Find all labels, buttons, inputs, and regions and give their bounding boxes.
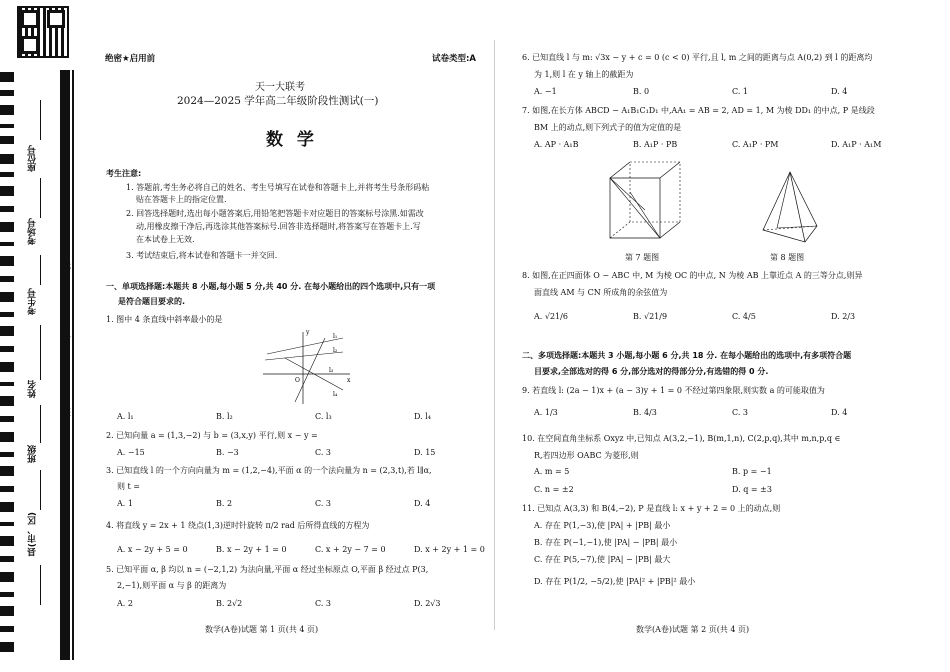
notice-line: 动,用橡皮擦干净后,再选涂其他答案标号.回答非选择题时,将答案写在答题卡上.写 <box>136 222 421 231</box>
q9-opt-c: C. 3 <box>732 408 749 417</box>
q9-opt-b: B. 4/3 <box>633 408 657 417</box>
q5-stem: 5. 已知平面 α, β 均以 n = (−2,1,2) 为法向量,平面 α 经过坐标原点 O,平面 β 经过点 P(3, <box>106 565 429 574</box>
q11-opt-c: C. 存在 P(5,−7),使 |PA| − |PB| 最大 <box>534 555 671 564</box>
q3-opt-c: C. 3 <box>315 499 332 508</box>
q8-opt-b: B. √21/9 <box>633 312 668 321</box>
q7-opt-c: C. A₁P · PM <box>732 140 779 149</box>
q10-opt-b: B. p = −1 <box>732 467 772 476</box>
seat-label: 座位号 <box>28 145 38 172</box>
q9-opt-d: D. 4 <box>831 408 848 417</box>
q5-stem2: 2,−1),则平面 α 与 β 的距离为 <box>117 581 227 590</box>
q5-opt-c: C. 3 <box>315 599 332 608</box>
q7-opt-b: B. A₁P · PB <box>633 140 678 149</box>
cut-mark-bind: 订 <box>62 336 72 346</box>
q1-figure <box>255 326 355 406</box>
exam-title: 2024—2025 学年高二年级阶段性测试(一) <box>177 95 379 107</box>
q3-opt-d: D. 4 <box>414 499 431 508</box>
candidate-no-label: 考生号 <box>28 288 38 315</box>
q5-opt-b: B. 2√2 <box>216 599 243 608</box>
q8-stem: 8. 如图,在正四面体 O − ABC 中, M 为棱 OC 的中点, N 为棱 AB 上靠近点 A 的三等分点,则异 <box>522 271 863 280</box>
q10-opt-d: D. q = ±3 <box>732 485 772 494</box>
q6-stem2: 为 1,则 l 在 y 轴上的截距为 <box>534 70 634 79</box>
q4-opt-d: D. x + 2y + 1 = 0 <box>414 545 485 554</box>
q8-opt-a: A. √21/6 <box>534 312 568 321</box>
q4-opt-b: B. x − 2y + 1 = 0 <box>216 545 287 554</box>
q1-stem: 1. 图中 4 条直线中斜率最小的是 <box>106 315 223 324</box>
q8-stem2: 面直线 AM 与 CN 所成角的余弦值为 <box>534 288 668 297</box>
q9-stem: 9. 若直线 l: (2a − 1)x + (a − 3)y + 1 = 0 不经过第四象限,则实数 a 的可能取值为 <box>522 386 825 395</box>
county-label: 县(市、区) <box>28 512 38 557</box>
q8-figure-tetrahedron <box>755 168 825 250</box>
cut-mark-line: 线 <box>62 261 72 271</box>
q10-opt-a: A. m = 5 <box>534 467 570 476</box>
q10-opt-c: C. n = ±2 <box>534 485 574 494</box>
q2-opt-c: C. 3 <box>315 448 332 457</box>
q3-stem2: 则 t = <box>117 482 141 491</box>
q7-stem2: BM 上的动点,则下列式子的值为定值的是 <box>534 123 682 132</box>
notice-line: 1. 答题前,考生务必将自己的姓名、考生号填写在试卷和答题卡上,并将考生号条形码粘 <box>126 183 430 192</box>
q8-opt-c: C. 4/5 <box>732 312 756 321</box>
notice-line: 2. 回答选择题时,选出每小题答案后,用铅笔把答题卡对应题目的答案标号涂黑.如需改 <box>126 209 424 218</box>
q4-opt-a: A. x − 2y + 5 = 0 <box>117 545 188 554</box>
q3-opt-a: A. 1 <box>117 499 133 508</box>
class-label: 班级 <box>28 445 38 463</box>
q11-stem: 11. 已知点 A(3,3) 和 B(4,−2), P 是直线 l: x + y + 2 = 0 上的动点,则 <box>522 504 781 513</box>
q2-opt-a: A. −15 <box>117 448 145 457</box>
q6-opt-d: D. 4 <box>831 87 848 96</box>
q11-opt-a: A. 存在 P(1,−3),使 |PA| + |PB| 最小 <box>534 521 671 530</box>
cut-mark-staple: 装 <box>62 408 72 418</box>
q7-opt-d: D. A₁P · A₁M <box>831 140 882 149</box>
q2-stem: 2. 已知向量 a = (1,3,−2) 与 b = (3,x,y) 平行,则 x − y = <box>106 431 318 440</box>
q6-opt-c: C. 1 <box>732 87 749 96</box>
q1-opt-c: C. l₃ <box>315 412 332 421</box>
section2-title: 二、多项选择题:本题共 3 小题,每小题 6 分,共 18 分. 在每小题给出的选项中,有多项符合题 <box>522 351 852 360</box>
secret-mark: 绝密★启用前 <box>105 54 156 64</box>
fig-label: l₂ <box>333 347 338 354</box>
footer-page1: 数学(A卷)试题 第 1 页(共 4 页) <box>205 625 319 634</box>
q11-opt-d: D. 存在 P(1/2, −5/2),使 |PA|² + |PB|² 最小 <box>534 577 696 586</box>
q10-stem2: R,若四边形 OABC 为菱形,则 <box>534 451 639 460</box>
footer-page2: 数学(A卷)试题 第 2 页(共 4 页) <box>636 625 750 634</box>
notice-title: 考生注意: <box>106 169 142 178</box>
q7-opt-a: A. AP · A₁B <box>534 140 579 149</box>
fig-label: l₁ <box>333 333 338 340</box>
subject-title: 数 学 <box>266 130 318 150</box>
fig-label: x <box>347 377 351 384</box>
q3-stem: 3. 已知直线 l 的一个方向向量为 m = (1,2,−4),平面 α 的一个法向量为 n = (2,3,t),若 l∥α, <box>106 466 432 475</box>
fig-label: y <box>306 329 310 336</box>
q11-opt-b: B. 存在 P(−1,−1),使 |PA| − |PB| 最小 <box>534 538 678 547</box>
section2-title2: 目要求,全部选对的得 6 分,部分选对的得部分分,有选错的得 0 分. <box>534 367 769 376</box>
q8-opt-d: D. 2/3 <box>831 312 856 321</box>
q6-stem: 6. 已知直线 l 与 m: √3x − y + c = 0 (c < 0) 平行,且 l, m 之间的距离与点 A(0,2) 到 l 的距离均 <box>522 53 873 62</box>
q9-opt-a: A. 1/3 <box>534 408 558 417</box>
qr-code <box>17 6 69 58</box>
q1-opt-a: A. l₁ <box>117 412 134 421</box>
q4-stem: 4. 将直线 y = 2x + 1 绕点(1,3)逆时针旋转 π/2 rad 后所得直线的方程为 <box>106 521 370 530</box>
notice-line: 3. 考试结束后,将本试卷和答题卡一并交回. <box>126 251 278 260</box>
room-label: 考场号 <box>28 218 38 245</box>
q5-opt-a: A. 2 <box>117 599 133 608</box>
name-label: 姓名 <box>28 380 38 398</box>
q7-caption: 第 7 题图 <box>625 253 660 262</box>
notice-line: 贴在答题卡上的指定位置. <box>136 195 227 204</box>
q6-opt-a: A. −1 <box>534 87 557 96</box>
q2-opt-d: D. 15 <box>414 448 436 457</box>
section1-title2: 是符合题目要求的. <box>118 297 186 306</box>
q5-opt-d: D. 2√3 <box>414 599 441 608</box>
q8-caption: 第 8 题图 <box>770 253 805 262</box>
fig-label: l₃ <box>329 367 334 374</box>
fig-label: O <box>295 377 300 384</box>
fig-label: l₄ <box>333 391 338 398</box>
q1-opt-d: D. l₄ <box>414 412 431 421</box>
q7-stem: 7. 如图,在长方体 ABCD − A₁B₁C₁D₁ 中,AA₁ = AB = 2, AD = 1, M 为棱 DD₁ 的中点, P 是线段 <box>522 106 875 115</box>
q4-opt-c: C. x + 2y − 7 = 0 <box>315 545 386 554</box>
org-name: 天一大联考 <box>255 82 305 93</box>
q10-stem: 10. 在空间直角坐标系 Oxyz 中,已知点 A(3,2,−1), B(m,1,n), C(2,p,q),其中 m,n,p,q ∈ <box>522 434 841 443</box>
section1-title: 一、单项选择题:本题共 8 小题,每小题 5 分,共 40 分. 在每小题给出的四个选项中,只有一项 <box>106 282 436 291</box>
q3-opt-b: B. 2 <box>216 499 233 508</box>
q1-opt-b: B. l₂ <box>216 412 233 421</box>
binding-strip <box>0 0 78 672</box>
q2-opt-b: B. −3 <box>216 448 239 457</box>
notice-line: 在本试卷上无效. <box>136 235 195 244</box>
q6-opt-b: B. 0 <box>633 87 650 96</box>
paper-type: 试卷类型:A <box>432 54 476 64</box>
q7-figure-cuboid <box>600 158 690 250</box>
